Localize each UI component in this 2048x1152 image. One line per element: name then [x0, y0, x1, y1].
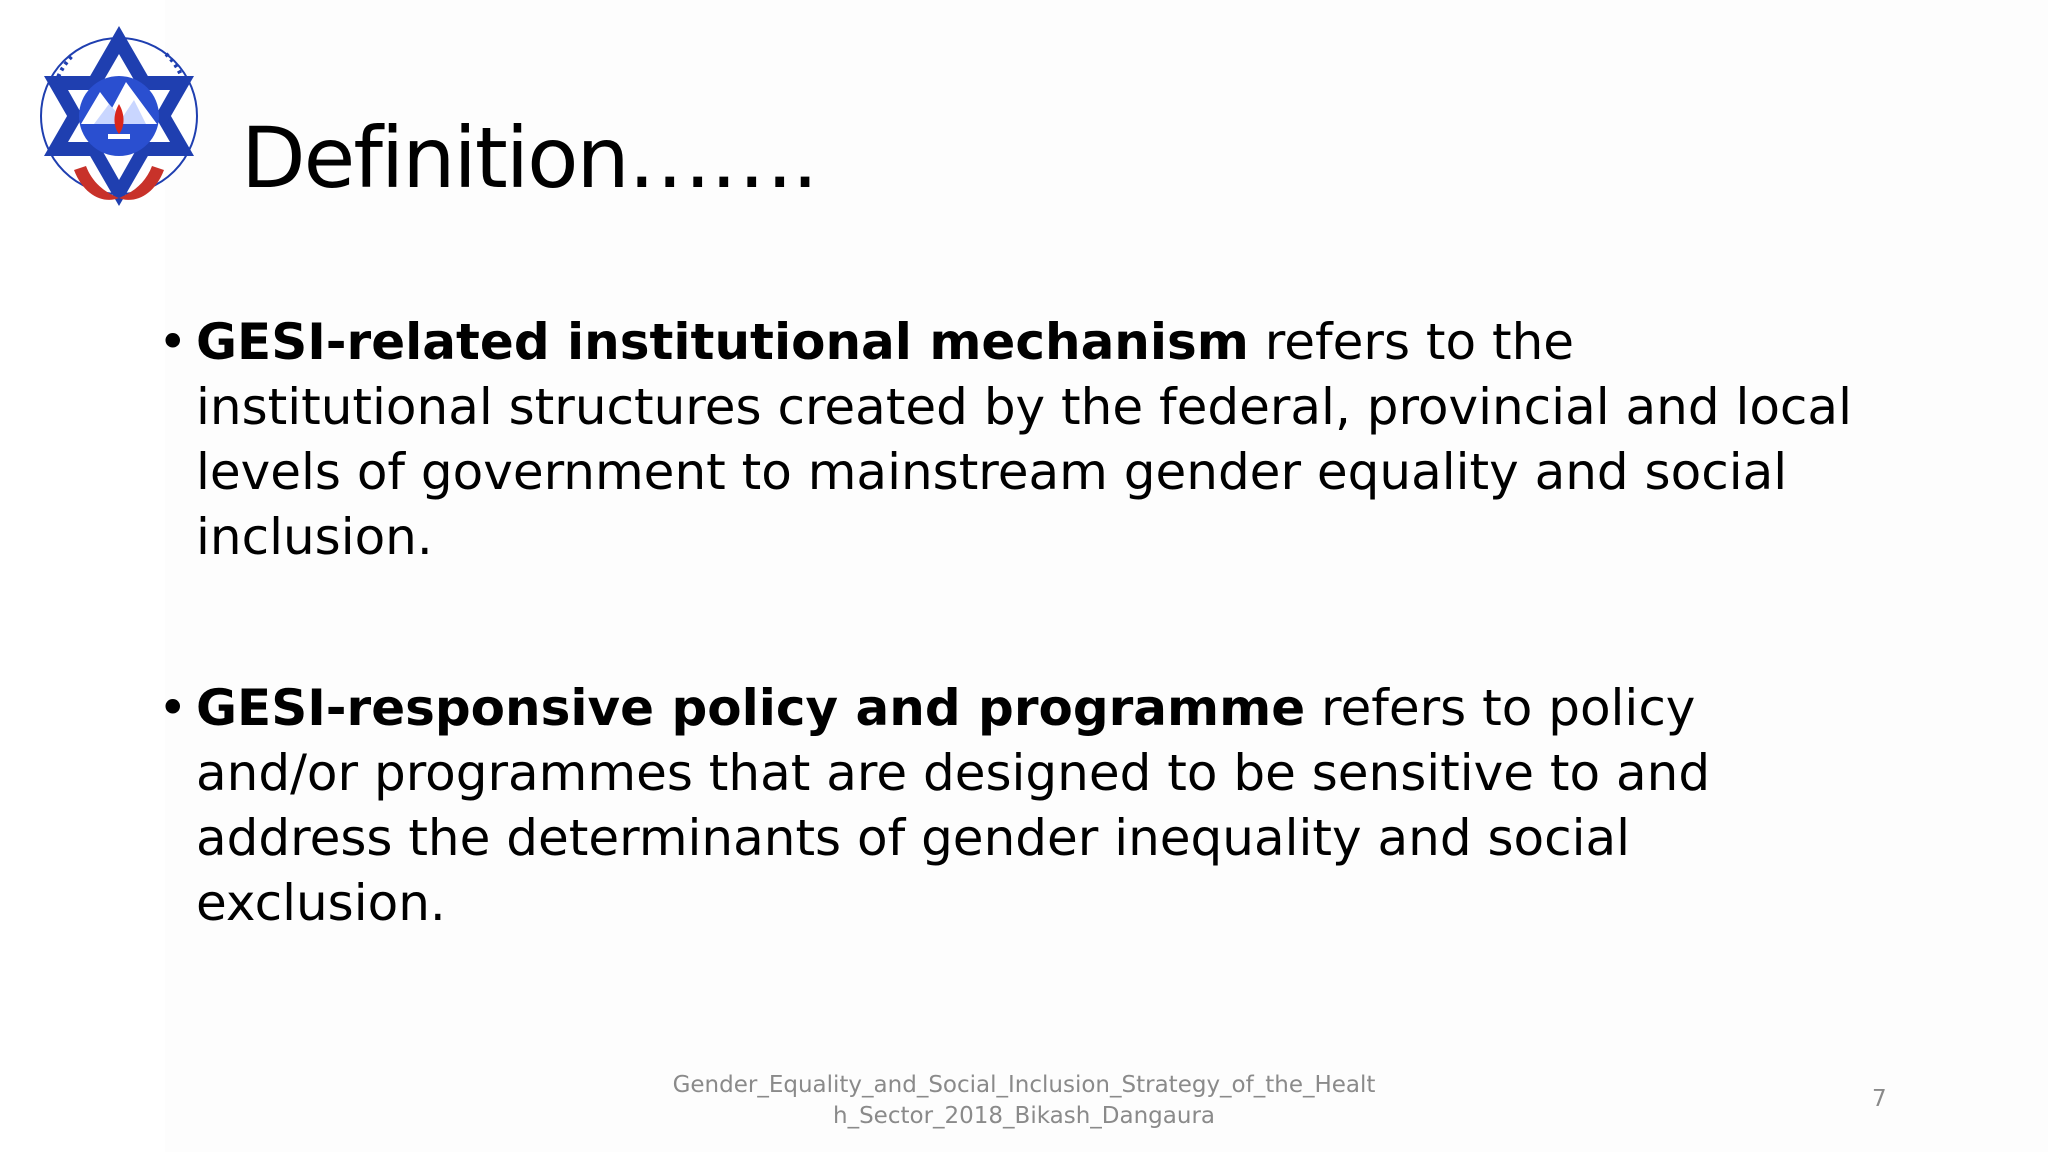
bullet-marker: • — [158, 679, 188, 737]
bullet-list — [158, 310, 1858, 1042]
bullet-term: GESI-related institutional mechanism — [196, 313, 1249, 371]
slide-title: Definition……. — [241, 109, 817, 207]
university-emblem-icon — [34, 20, 204, 216]
footer-source-line-1: Gender_Equality_and_Social_Inclusion_Strategy_of_the_Healt — [672, 1072, 1376, 1098]
slide-number: 7 — [1872, 1086, 1887, 1112]
bullet-definition: refers to the institutional structures created by the federal, provincial and local levels of government to mainstream gender equality and social inclusion. — [196, 313, 1852, 566]
footer-source-line-2: h_Sector_2018_Bikash_Dangaura — [833, 1103, 1215, 1129]
bullet-item — [158, 310, 1858, 570]
bullet-item — [158, 676, 1858, 936]
bullet-term: GESI-responsive policy and programme — [196, 679, 1306, 737]
bullet-marker: • — [158, 313, 188, 371]
bullet-definition: refers to policy and/or programmes that are designed to be sensitive to and address the determinants of gender inequality and social exclusion. — [196, 679, 1711, 932]
footer-source — [624, 1070, 1424, 1132]
